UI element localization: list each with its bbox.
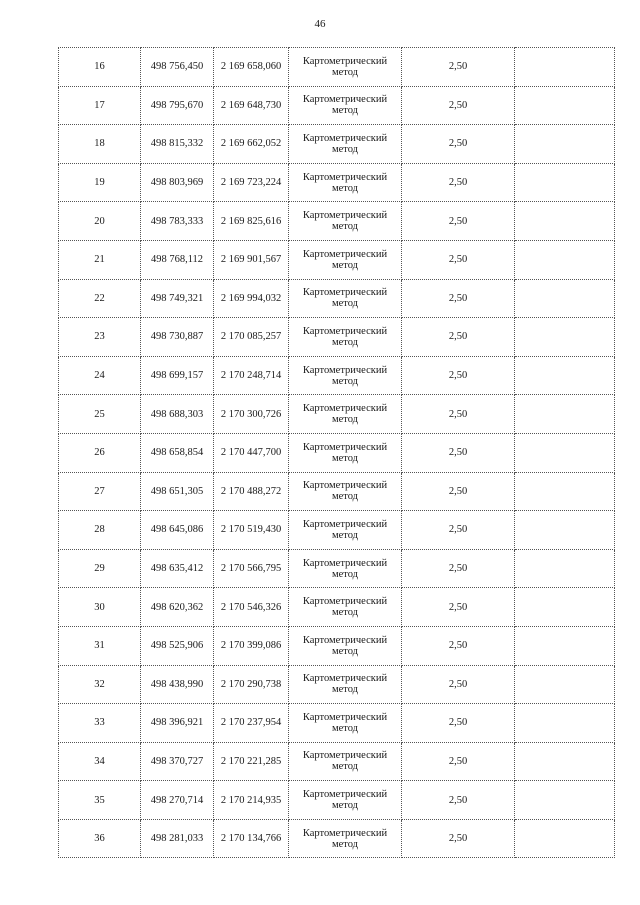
x-coordinate-cell: 498 635,412 <box>141 549 214 588</box>
page-number: 46 <box>314 18 326 30</box>
x-coordinate-cell: 498 749,321 <box>141 279 214 318</box>
point-number-cell: 28 <box>59 511 141 550</box>
accuracy-cell: 2,50 <box>402 433 515 472</box>
y-coordinate-cell: 2 170 546,326 <box>214 588 289 627</box>
table-row <box>59 665 615 704</box>
method-line-2: метод <box>331 105 359 117</box>
y-coordinate-cell: 2 170 248,714 <box>214 356 289 395</box>
method-cell <box>289 279 402 318</box>
table-row <box>59 626 615 665</box>
method-cell <box>289 395 402 434</box>
note-cell <box>515 356 615 395</box>
method-cell <box>289 202 402 241</box>
method-line-2: метод <box>331 375 359 387</box>
accuracy-cell: 2,50 <box>402 125 515 164</box>
table-row <box>59 279 615 318</box>
note-cell <box>515 704 615 743</box>
method-line-1: Картометрический <box>302 634 388 646</box>
method-cell <box>289 704 402 743</box>
method-line-2: метод <box>331 761 359 773</box>
point-number-cell: 18 <box>59 125 141 164</box>
y-coordinate-cell: 2 169 994,032 <box>214 279 289 318</box>
method-cell <box>289 819 402 858</box>
accuracy-cell: 2,50 <box>402 781 515 820</box>
accuracy-cell: 2,50 <box>402 86 515 125</box>
accuracy-cell: 2,50 <box>402 318 515 357</box>
table-row <box>59 472 615 511</box>
method-cell <box>289 356 402 395</box>
point-number-cell: 29 <box>59 549 141 588</box>
table-row <box>59 202 615 241</box>
method-cell <box>289 549 402 588</box>
accuracy-cell: 2,50 <box>402 240 515 279</box>
method-line-1: Картометрический <box>302 325 388 337</box>
note-cell <box>515 279 615 318</box>
point-number-cell: 31 <box>59 626 141 665</box>
table-row <box>59 86 615 125</box>
method-cell <box>289 48 402 87</box>
method-cell <box>289 125 402 164</box>
method-cell <box>289 472 402 511</box>
method-line-1: Картометрический <box>302 441 388 453</box>
y-coordinate-cell: 2 170 399,086 <box>214 626 289 665</box>
table-row <box>59 395 615 434</box>
x-coordinate-cell: 498 525,906 <box>141 626 214 665</box>
accuracy-cell: 2,50 <box>402 48 515 87</box>
method-line-2: метод <box>331 221 359 233</box>
method-cell <box>289 163 402 202</box>
accuracy-cell: 2,50 <box>402 665 515 704</box>
method-cell <box>289 742 402 781</box>
method-line-1: Картометрический <box>302 94 388 106</box>
x-coordinate-cell: 498 658,854 <box>141 433 214 472</box>
x-coordinate-cell: 498 783,333 <box>141 202 214 241</box>
point-number-cell: 20 <box>59 202 141 241</box>
method-cell <box>289 626 402 665</box>
point-number-cell: 17 <box>59 86 141 125</box>
accuracy-cell: 2,50 <box>402 742 515 781</box>
note-cell <box>515 202 615 241</box>
x-coordinate-cell: 498 620,362 <box>141 588 214 627</box>
method-line-1: Картометрический <box>302 480 388 492</box>
note-cell <box>515 86 615 125</box>
x-coordinate-cell: 498 699,157 <box>141 356 214 395</box>
x-coordinate-cell: 498 645,086 <box>141 511 214 550</box>
note-cell <box>515 163 615 202</box>
x-coordinate-cell: 498 438,990 <box>141 665 214 704</box>
method-cell <box>289 240 402 279</box>
point-number-cell: 32 <box>59 665 141 704</box>
table-row <box>59 163 615 202</box>
note-cell <box>515 626 615 665</box>
point-number-cell: 30 <box>59 588 141 627</box>
y-coordinate-cell: 2 169 825,616 <box>214 202 289 241</box>
y-coordinate-cell: 2 170 488,272 <box>214 472 289 511</box>
method-line-1: Картометрический <box>302 596 388 608</box>
y-coordinate-cell: 2 170 447,700 <box>214 433 289 472</box>
method-line-2: метод <box>331 259 359 271</box>
point-number-cell: 22 <box>59 279 141 318</box>
method-line-1: Картометрический <box>302 210 388 222</box>
coordinates-table-body <box>59 48 615 858</box>
accuracy-cell: 2,50 <box>402 588 515 627</box>
y-coordinate-cell: 2 169 658,060 <box>214 48 289 87</box>
method-line-2: метод <box>331 452 359 464</box>
method-line-2: метод <box>331 607 359 619</box>
accuracy-cell: 2,50 <box>402 472 515 511</box>
point-number-cell: 35 <box>59 781 141 820</box>
table-row <box>59 318 615 357</box>
method-cell <box>289 511 402 550</box>
y-coordinate-cell: 2 170 566,795 <box>214 549 289 588</box>
accuracy-cell: 2,50 <box>402 395 515 434</box>
point-number-cell: 26 <box>59 433 141 472</box>
y-coordinate-cell: 2 170 085,257 <box>214 318 289 357</box>
table-row <box>59 588 615 627</box>
note-cell <box>515 433 615 472</box>
method-line-1: Картометрический <box>302 750 388 762</box>
y-coordinate-cell: 2 170 300,726 <box>214 395 289 434</box>
note-cell <box>515 665 615 704</box>
y-coordinate-cell: 2 169 662,052 <box>214 125 289 164</box>
method-line-2: метод <box>331 838 359 850</box>
method-line-2: метод <box>331 414 359 426</box>
y-coordinate-cell: 2 170 134,766 <box>214 819 289 858</box>
method-line-2: метод <box>331 182 359 194</box>
method-cell <box>289 433 402 472</box>
x-coordinate-cell: 498 688,303 <box>141 395 214 434</box>
method-cell <box>289 588 402 627</box>
table-row <box>59 125 615 164</box>
point-number-cell: 36 <box>59 819 141 858</box>
y-coordinate-cell: 2 170 237,954 <box>214 704 289 743</box>
method-cell <box>289 318 402 357</box>
note-cell <box>515 472 615 511</box>
note-cell <box>515 125 615 164</box>
point-number-cell: 27 <box>59 472 141 511</box>
method-line-2: метод <box>331 568 359 580</box>
point-number-cell: 23 <box>59 318 141 357</box>
y-coordinate-cell: 2 169 648,730 <box>214 86 289 125</box>
note-cell <box>515 240 615 279</box>
method-line-1: Картометрический <box>302 55 388 67</box>
method-line-2: метод <box>331 800 359 812</box>
x-coordinate-cell: 498 803,969 <box>141 163 214 202</box>
note-cell <box>515 318 615 357</box>
y-coordinate-cell: 2 170 214,935 <box>214 781 289 820</box>
method-line-1: Картометрический <box>302 403 388 415</box>
accuracy-cell: 2,50 <box>402 279 515 318</box>
method-cell <box>289 781 402 820</box>
method-line-2: метод <box>331 336 359 348</box>
method-line-2: метод <box>331 491 359 503</box>
method-line-1: Картометрический <box>302 711 388 723</box>
point-number-cell: 19 <box>59 163 141 202</box>
x-coordinate-cell: 498 815,332 <box>141 125 214 164</box>
accuracy-cell: 2,50 <box>402 356 515 395</box>
y-coordinate-cell: 2 170 221,285 <box>214 742 289 781</box>
point-number-cell: 25 <box>59 395 141 434</box>
x-coordinate-cell: 498 396,921 <box>141 704 214 743</box>
method-line-1: Картометрический <box>302 132 388 144</box>
table-row <box>59 819 615 858</box>
x-coordinate-cell: 498 768,112 <box>141 240 214 279</box>
method-line-1: Картометрический <box>302 287 388 299</box>
method-line-2: метод <box>331 722 359 734</box>
accuracy-cell: 2,50 <box>402 163 515 202</box>
method-line-1: Картометрический <box>302 171 388 183</box>
method-line-2: метод <box>331 66 359 78</box>
method-line-2: метод <box>331 298 359 310</box>
accuracy-cell: 2,50 <box>402 626 515 665</box>
table-row <box>59 704 615 743</box>
method-line-1: Картометрический <box>302 364 388 376</box>
note-cell <box>515 588 615 627</box>
x-coordinate-cell: 498 370,727 <box>141 742 214 781</box>
note-cell <box>515 742 615 781</box>
note-cell <box>515 819 615 858</box>
method-line-2: метод <box>331 645 359 657</box>
y-coordinate-cell: 2 169 901,567 <box>214 240 289 279</box>
point-number-cell: 33 <box>59 704 141 743</box>
method-cell <box>289 86 402 125</box>
method-cell <box>289 665 402 704</box>
table-row <box>59 240 615 279</box>
x-coordinate-cell: 498 270,714 <box>141 781 214 820</box>
y-coordinate-cell: 2 170 290,738 <box>214 665 289 704</box>
x-coordinate-cell: 498 795,670 <box>141 86 214 125</box>
method-line-1: Картометрический <box>302 789 388 801</box>
method-line-1: Картометрический <box>302 248 388 260</box>
table-row <box>59 356 615 395</box>
point-number-cell: 34 <box>59 742 141 781</box>
accuracy-cell: 2,50 <box>402 819 515 858</box>
x-coordinate-cell: 498 281,033 <box>141 819 214 858</box>
note-cell <box>515 48 615 87</box>
method-line-2: метод <box>331 143 359 155</box>
method-line-1: Картометрический <box>302 557 388 569</box>
table-row <box>59 781 615 820</box>
coordinates-table <box>58 47 615 858</box>
x-coordinate-cell: 498 730,887 <box>141 318 214 357</box>
method-line-1: Картометрический <box>302 518 388 530</box>
point-number-cell: 24 <box>59 356 141 395</box>
x-coordinate-cell: 498 651,305 <box>141 472 214 511</box>
table-row <box>59 48 615 87</box>
method-line-1: Картометрический <box>302 827 388 839</box>
x-coordinate-cell: 498 756,450 <box>141 48 214 87</box>
method-line-2: метод <box>331 529 359 541</box>
point-number-cell: 21 <box>59 240 141 279</box>
note-cell <box>515 781 615 820</box>
table-row <box>59 742 615 781</box>
note-cell <box>515 395 615 434</box>
accuracy-cell: 2,50 <box>402 202 515 241</box>
method-line-2: метод <box>331 684 359 696</box>
note-cell <box>515 549 615 588</box>
method-line-1: Картометрический <box>302 673 388 685</box>
accuracy-cell: 2,50 <box>402 511 515 550</box>
table-row <box>59 433 615 472</box>
table-row <box>59 511 615 550</box>
point-number-cell: 16 <box>59 48 141 87</box>
y-coordinate-cell: 2 170 519,430 <box>214 511 289 550</box>
note-cell <box>515 511 615 550</box>
table-row <box>59 549 615 588</box>
y-coordinate-cell: 2 169 723,224 <box>214 163 289 202</box>
accuracy-cell: 2,50 <box>402 704 515 743</box>
accuracy-cell: 2,50 <box>402 549 515 588</box>
